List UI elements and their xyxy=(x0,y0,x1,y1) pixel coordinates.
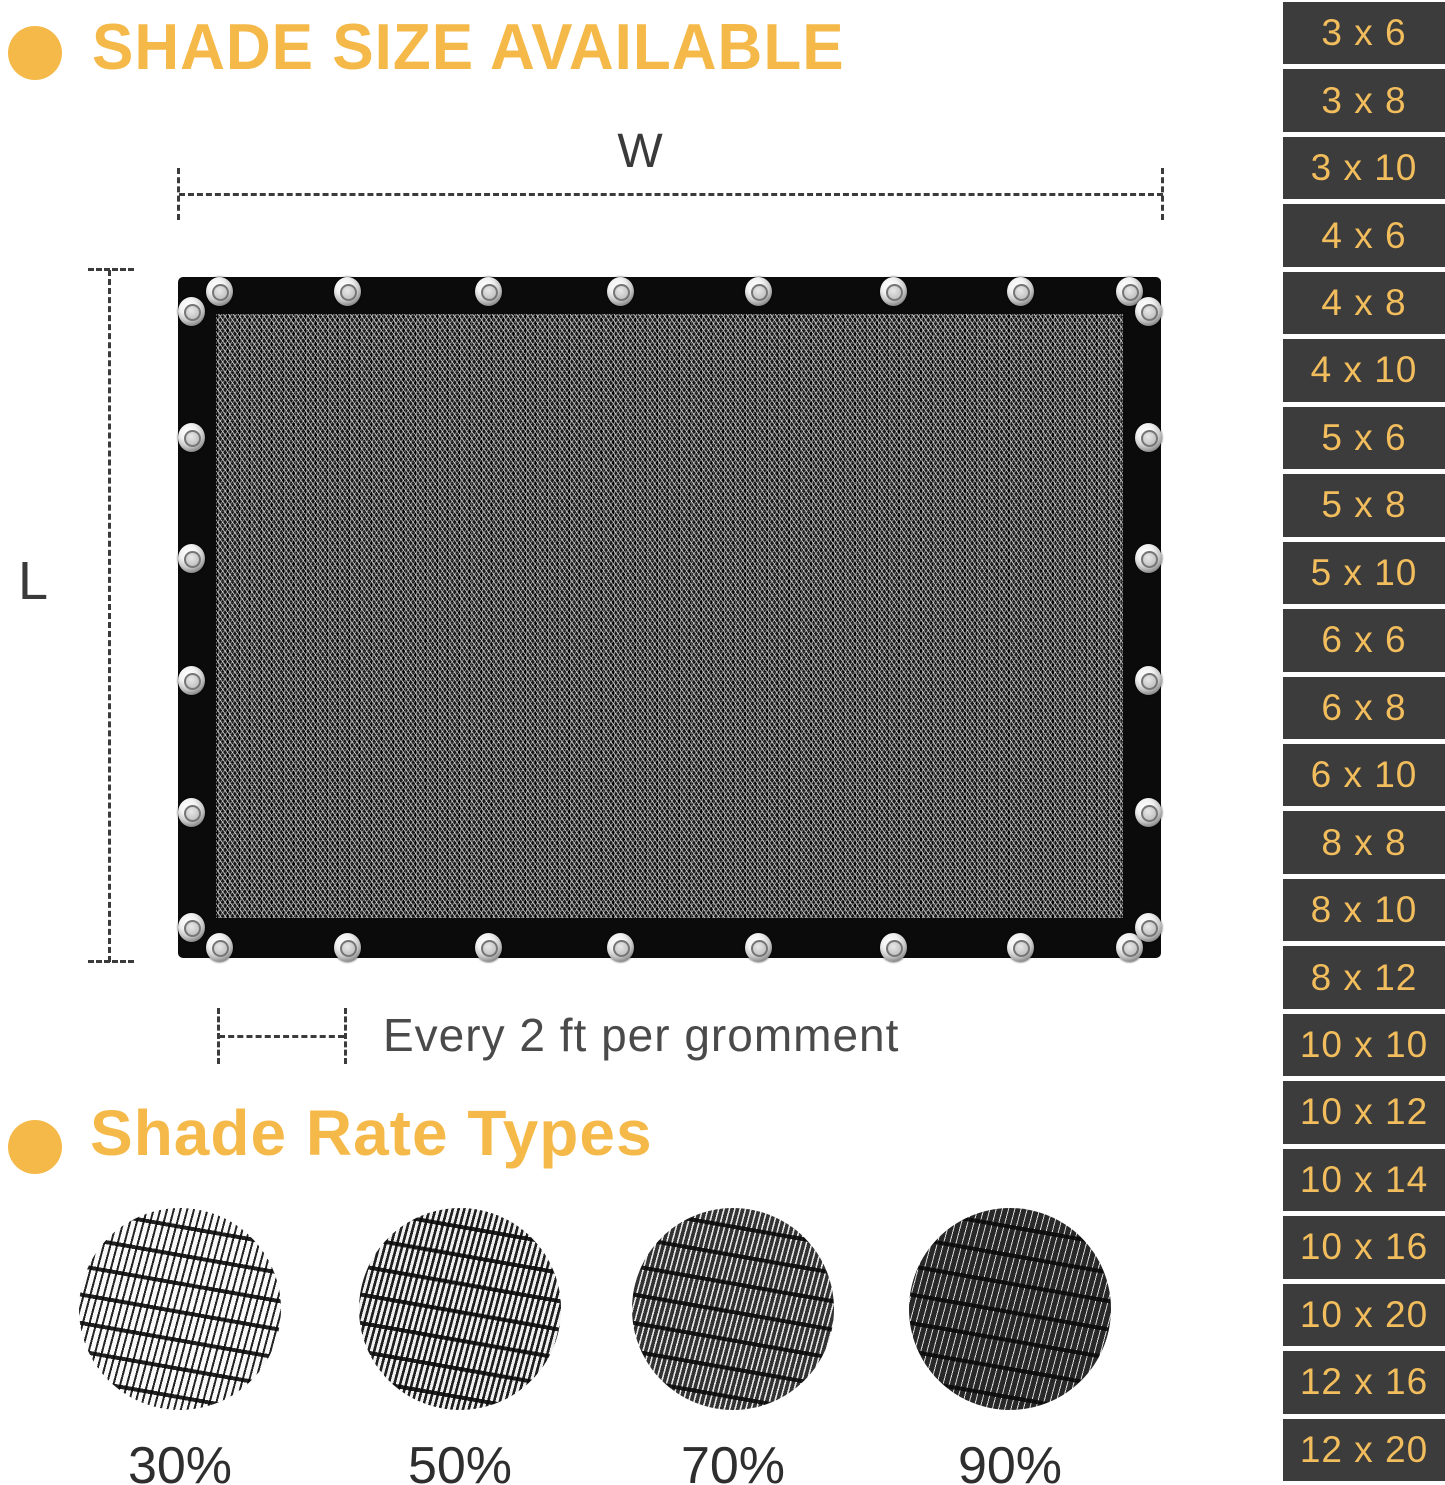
grommet-icon xyxy=(1135,423,1162,452)
grommet-gap-line xyxy=(219,1035,344,1038)
size-option: 3 x 6 xyxy=(1283,2,1445,64)
section-bullet-icon xyxy=(8,26,62,80)
size-option: 10 x 12 xyxy=(1283,1081,1445,1143)
size-option: 6 x 8 xyxy=(1283,677,1445,739)
grommet-icon xyxy=(334,933,361,962)
size-option: 6 x 6 xyxy=(1283,609,1445,671)
shade-net xyxy=(178,277,1161,958)
grommet-icon xyxy=(1135,798,1162,827)
shade-rate-item xyxy=(359,1208,561,1485)
size-option: 12 x 16 xyxy=(1283,1351,1445,1413)
size-option: 3 x 10 xyxy=(1283,137,1445,199)
grommet-icon xyxy=(178,798,205,827)
size-option: 10 x 16 xyxy=(1283,1216,1445,1278)
grommet-icon xyxy=(206,277,233,306)
grommet-icon xyxy=(607,933,634,962)
width-dimension-tick-right xyxy=(1161,168,1164,220)
size-option: 10 x 20 xyxy=(1283,1284,1445,1346)
size-option: 3 x 8 xyxy=(1283,69,1445,131)
length-dimension-tick-top xyxy=(88,268,134,271)
width-dimension-line xyxy=(179,193,1163,196)
shade-rate-label: 30% xyxy=(127,1437,233,1485)
grommet-icon xyxy=(745,277,772,306)
size-option: 8 x 10 xyxy=(1283,879,1445,941)
length-dimension-line xyxy=(108,270,111,962)
grommet-icon xyxy=(178,913,205,942)
width-dimension-label: W xyxy=(617,125,663,178)
mesh-swatch-icon xyxy=(632,1208,834,1410)
size-option: 5 x 6 xyxy=(1283,407,1445,469)
grommet-icon xyxy=(1135,913,1162,942)
shade-rate-item xyxy=(79,1208,281,1485)
size-option: 5 x 10 xyxy=(1283,542,1445,604)
grommet-icon xyxy=(1007,277,1034,306)
grommet-icon xyxy=(1135,666,1162,695)
shade-rate-item xyxy=(909,1208,1111,1485)
section-title-rates: Shade Rate Types xyxy=(90,1097,653,1169)
size-option: 10 x 14 xyxy=(1283,1149,1445,1211)
size-option: 10 x 10 xyxy=(1283,1014,1445,1076)
mesh-swatch-icon xyxy=(359,1208,561,1410)
section-title-sizes: SHADE SIZE AVAILABLE xyxy=(92,11,845,84)
grommet-spacing-note: Every 2 ft per gromment xyxy=(383,1009,900,1061)
shade-net-mesh xyxy=(216,314,1123,918)
grommet-icon xyxy=(475,277,502,306)
size-option: 4 x 10 xyxy=(1283,339,1445,401)
mesh-swatch-icon xyxy=(79,1208,281,1410)
size-option: 4 x 8 xyxy=(1283,272,1445,334)
length-dimension-tick-bottom xyxy=(88,960,134,963)
size-option: 8 x 8 xyxy=(1283,811,1445,873)
grommet-icon xyxy=(178,666,205,695)
section-bullet-icon xyxy=(8,1120,62,1174)
size-option: 8 x 12 xyxy=(1283,946,1445,1008)
grommet-icon xyxy=(1007,933,1034,962)
grommet-icon xyxy=(745,933,772,962)
length-dimension-label: L xyxy=(18,551,49,611)
mesh-swatch-icon xyxy=(909,1208,1111,1410)
grommet-icon xyxy=(607,277,634,306)
grommet-icon xyxy=(475,933,502,962)
size-option: 5 x 8 xyxy=(1283,474,1445,536)
grommet-icon xyxy=(178,544,205,573)
shade-rate-label: 90% xyxy=(957,1437,1063,1485)
size-option: 4 x 6 xyxy=(1283,204,1445,266)
grommet-icon xyxy=(880,933,907,962)
shade-rate-label: 50% xyxy=(407,1437,513,1485)
width-dimension-tick-left xyxy=(177,168,180,220)
grommet-icon xyxy=(880,277,907,306)
grommet-icon xyxy=(1135,544,1162,573)
grommet-icon xyxy=(178,297,205,326)
grommet-icon xyxy=(178,423,205,452)
grommet-icon xyxy=(334,277,361,306)
size-option: 12 x 20 xyxy=(1283,1419,1445,1481)
grommet-icon xyxy=(206,933,233,962)
size-option: 6 x 10 xyxy=(1283,744,1445,806)
shade-rate-label: 70% xyxy=(680,1437,786,1485)
grommet-gap-tick-right xyxy=(344,1008,347,1064)
grommet-icon xyxy=(1135,297,1162,326)
shade-rate-item xyxy=(632,1208,834,1485)
size-list xyxy=(1283,2,1445,1481)
